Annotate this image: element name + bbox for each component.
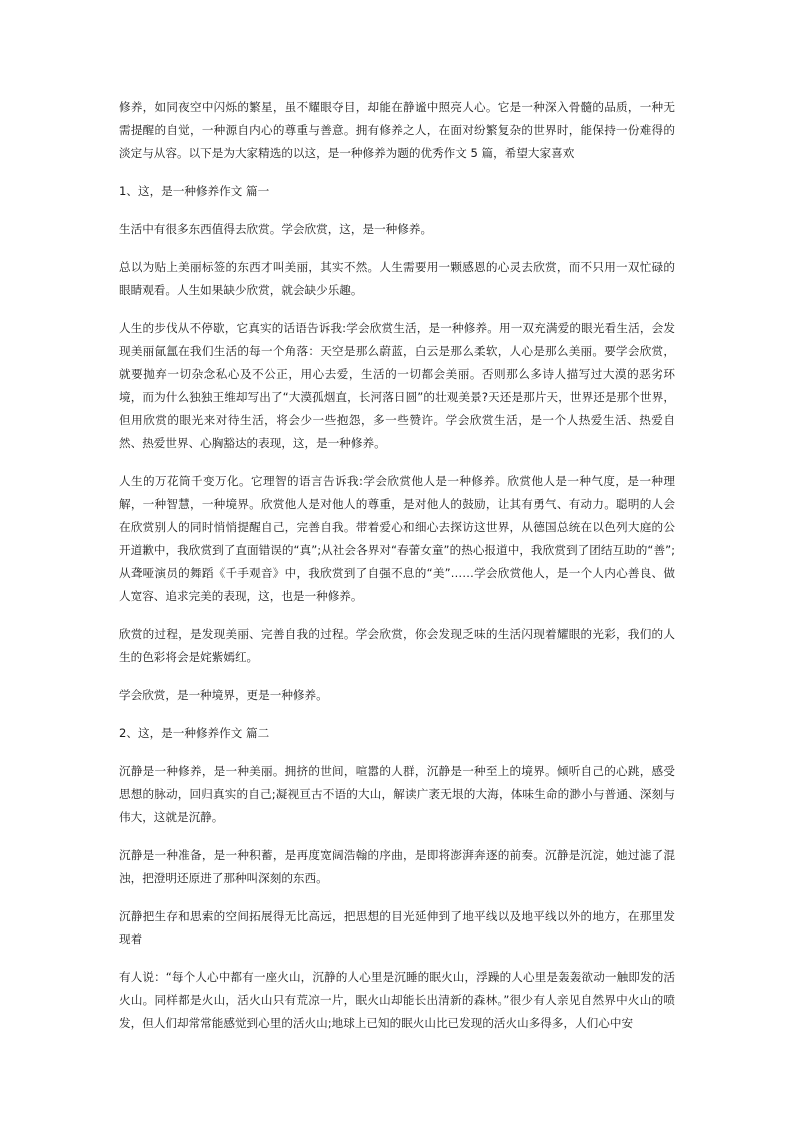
document-page [119,96,675,1050]
section2-paragraph-2: 沉静是一种准备，是一种积蓄，是再度宽阔浩翰的序曲，是即将澎湃奔逐的前奏。沉静是沉淀，她过滤了混浊，把澄明还原进了那种叫深刻的东西。 [119,848,675,885]
section-heading-2: 2、这，是一种修养作文 篇二 [119,726,270,740]
section1-paragraph-1: 生活中有很多东西值得去欣赏。学会欣赏，这，是一种修养。 [119,222,433,236]
section2-paragraph-4: 有人说：“每个人心中都有一座火山，沉静的人心里是沉睡的眠火山，浮躁的人心里是轰轰欲动一触即发的活火山。同样都是火山，活火山只有荒凉一片，眠火山却能长出清新的森林。”很少有人亲见自然界中火山的喷发，但人们却常常能感觉到心里的活火山;地球上已知的眠火山比已发现的活火山多得多，人们心中安 [119,970,675,1030]
section1-paragraph-5: 欣赏的过程，是发现美丽、完善自我的过程。学会欣赏，你会发现乏味的生活闪现着耀眼的光彩，我们的人生的色彩将会是姹紫嫣红。 [119,627,675,664]
section1-paragraph-4: 人生的万花筒千变万化。它理智的语言告诉我:学会欣赏他人是一种修养。欣赏他人是一种气度，是一种理解，一种智慧，一种境界。欣赏他人是对他人的尊重，是对他人的鼓励，让其有勇气、有动力。聪明的人会在欣赏别人的同时悄悄提醒自己，完善自我。带着爱心和细心去探访这世界，从德国总统在以色列大庭的公开道歉中，我欣赏到了直面错误的“真”;从社会各界对“春蕾女童”的热心报道中，我欣赏到了团结互助的“善”;从聋哑演员的舞蹈《千手观音》中，我欣赏到了自强不息的“美”……学会欣赏他人，是一个人内心善良、做人宽容、追求完美的表现，这，也是一种修养。 [119,474,675,603]
section-heading-1: 1、这，是一种修养作文 篇一 [119,184,270,198]
section2-paragraph-3: 沉静把生存和思索的空间拓展得无比高远，把思想的目光延伸到了地平线以及地平线以外的地方，在那里发现着 [119,909,675,946]
section1-paragraph-2: 总以为贴上美丽标签的东西才叫美丽，其实不然。人生需要用一颗感恩的心灵去欣赏，而不只用一双忙碌的眼睛观看。人生如果缺少欣赏，就会缺少乐趣。 [119,260,675,297]
section2-paragraph-1: 沉静是一种修养，是一种美丽。拥挤的世间，喧嚣的人群，沉静是一种至上的境界。倾听自己的心跳，感受思想的脉动，回归真实的自己;凝视亘古不语的大山，解读广袤无垠的大海，体味生命的渺小与普通、深刻与伟大，这就是沉静。 [119,764,675,824]
section1-paragraph-3: 人生的步伐从不停歇，它真实的话语告诉我:学会欣赏生活，是一种修养。用一双充满爱的眼光看生活，会发现美丽氤氲在我们生活的每一个角落：天空是那么蔚蓝，白云是那么柔软，人心是那么美丽。要学会欣赏，就要抛弃一切杂念私心及不公正，用心去爱，生活的一切都会美丽。否则那么多诗人描写过大漠的恶劣环境，而为什么独独王维却写出了“大漠孤烟直，长河落日圆”的壮观美景?天还是那片天，世界还是那个世界，但用欣赏的眼光来对待生活，将会少一些抱怨，多一些赞许。学会欣赏生活，是一个人热爱生活、热爱自然、热爱世界、心胸豁达的表现，这，是一种修养。 [119,321,675,450]
intro-paragraph: 修养，如同夜空中闪烁的繁星，虽不耀眼夺目，却能在静谧中照亮人心。它是一种深入骨髓的品质，一种无需提醒的自觉，一种源自内心的尊重与善意。拥有修养之人，在面对纷繁复杂的世界时，能保持一份难得的淡定与从容。以下是为大家精选的以这，是一种修养为题的优秀作文 5 篇，希望大家喜欢 [119,100,675,160]
section1-paragraph-6: 学会欣赏，是一种境界，更是一种修养。 [119,688,328,702]
